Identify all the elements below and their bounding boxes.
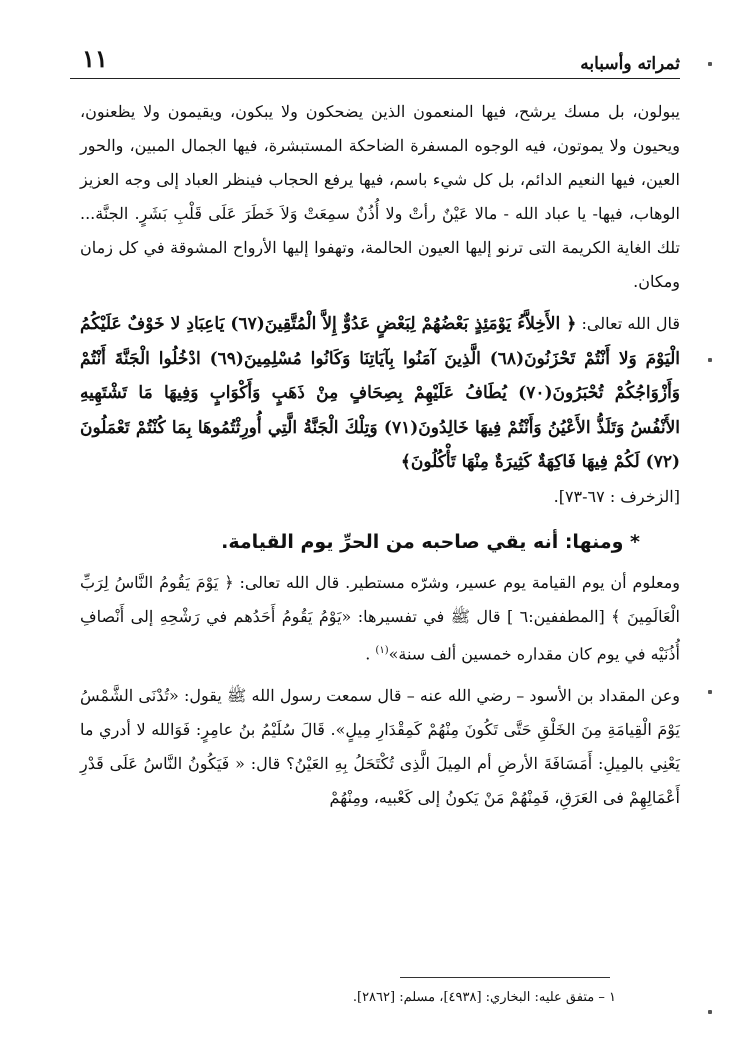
section-heading: * ومنها: أنه يقي صاحبه من الحرِّ يوم القيامة.	[221, 530, 640, 553]
paragraph-quran-zukhruf	[80, 307, 680, 480]
quran-intro: قال الله تعالى:	[576, 314, 681, 333]
quran-verses: ﴿ الأَخِلاَّءُ يَوْمَئِذٍ بَعْضُهُمْ لِبَعْضٍ عَدُوٌّ إِلاَّ الْمُتَّقِينَ(٦٧) يَاعِبَادِ لا خَوْفٌ عَلَيْكُمُ الْيَوْمَ وَلا أَنْتُمْ تَحْزَنُونَ(٦٨) الَّذِينَ آمَنُوا بِآيَاتِنَا وَكَانُوا مُسْلِمِينَ(٦٩) ادْخُلُوا الْجَنَّةَ أَنْتُمْ وَأَزْوَاجُكُمْ تُحْبَرُونَ(٧٠) يُطَافُ عَلَيْهِمْ بِصِحَافٍ مِنْ ذَهَبٍ وَأَكْوَابٍ وَفِيهَا مَا تَشْتَهِيهِ الأَنْفُسُ وَتَلَذُّ الأَعْيُنُ وَأَنْتُمْ فِيهَا خَالِدُونَ(٧١) وَتِلْكَ الْجَنَّةُ الَّتِي أُورِثْتُمُوهَا بِمَا كُنْتُمْ تَعْمَلُونَ (٧٢) لَكُمْ فِيهَا فَاكِهَةٌ كَثِيرَةٌ مِنْهَا تَأْكُلُونَ﴾	[80, 314, 681, 472]
footnote-divider	[400, 977, 610, 978]
footnote-marker: (١)	[375, 644, 389, 656]
paragraph-jannah-description: يبولون، بل مسك يرشح، فيها المنعمون الذين يضحكون ولا يبكون، ويقيمون ولا يظعنون، ويحيون ولا يموتون، فيه الوجوه المسفرة الضاحكة المستبشرة، فيها الجمال المبين، والحور العين، فيها النعيم الدائم، بل كل شيء باسم، فيها يرفع الحجاب فينظر العباد إلى وجه العزيز الوهاب، فيها- يا عباد الله - مالا عَيْنٌ رأتْ ولا أُذُنٌ سمِعَتْ وَلاَ خَطَرَ عَلَى قَلْبِ بَشَرٍ. الجنَّة... تلك الغاية الكريمة التى ترنو إليها العيون الحالمة، وتهفوا إليها الأرواح المشوقة في كل زمان ومكان.	[80, 102, 680, 291]
footnote: ١ – متفق عليه: البخاري: [٤٩٣٨]، مسلم: [٢٨٦٢].	[352, 990, 616, 1005]
paragraph-text: ومعلوم أن يوم القيامة يوم عسير، وشرّه مستطير. قال الله تعالى: ﴿ يَوْمَ يَقُومُ النَّاسُ لِرَبِّ الْعَالَمِينَ ﴾ [المطففين:٦ ] قال ﷺ في تفسيرها: «يَوْمُ يَقُومُ أَحَدُهم في رَشْحِهِ إلى أَنْصافِ أُذُنَيْه في يوم كان مقداره خمسين ألف سنة»	[80, 572, 680, 663]
margin-mark	[708, 690, 712, 694]
margin-mark	[708, 62, 712, 66]
main-text	[80, 95, 680, 815]
paragraph-hadith-miqdad: وعن المقداد بن الأسود – رضي الله عنه – قال سمعت رسول الله ﷺ يقول: «تُدْنَى الشَّمْسُ يَوْمَ الْقِيامَةِ مِنَ الخَلْقِ حَتَّى تَكُونَ مِنْهُمْ كَمِقْدَارِ مِيلٍ». قَالَ سُلَيْمُ بنُ عامِرٍ: فَوَالله لا أدري ما يَعْنِي بالمِيلِ: أَمَسَافَةَ الأرضِ أم المِيلَ الَّذِى تُكْتَحَلُ بِهِ العَيْنُ؟ قال: « فَيَكُونُ النَّاسُ عَلَى قَدْرِ أَعْمَالِهِمْ فى العَرَقِ، فَمِنْهُمْ مَنْ يَكونُ إلى كَعْبيه، ومِنْهُمْ	[80, 685, 680, 807]
margin-mark	[708, 1010, 712, 1014]
paragraph-day-of-judgment: ومعلوم أن يوم القيامة يوم عسير، وشرّه مستطير. قال الله تعالى: ﴿ يَوْمَ يَقُومُ النَّاسُ لِرَبِّ الْعَالَمِينَ ﴾ [المطففين:٦ ] قال ﷺ في تفسيرها: «يَوْمُ يَقُومُ أَحَدُهم في رَشْحِهِ إلى أَنْصافِ أُذُنَيْه في يوم كان مقداره خمسين ألف سنة»$^{(١)}$ .	[80, 572, 680, 663]
page-number: ١١	[82, 44, 108, 73]
running-title: ثمراته وأسبابه	[580, 54, 680, 74]
page-header	[70, 38, 680, 79]
quran-reference: [الزخرف : ٦٧-٧٣].	[553, 486, 680, 506]
margin-mark	[708, 358, 712, 362]
